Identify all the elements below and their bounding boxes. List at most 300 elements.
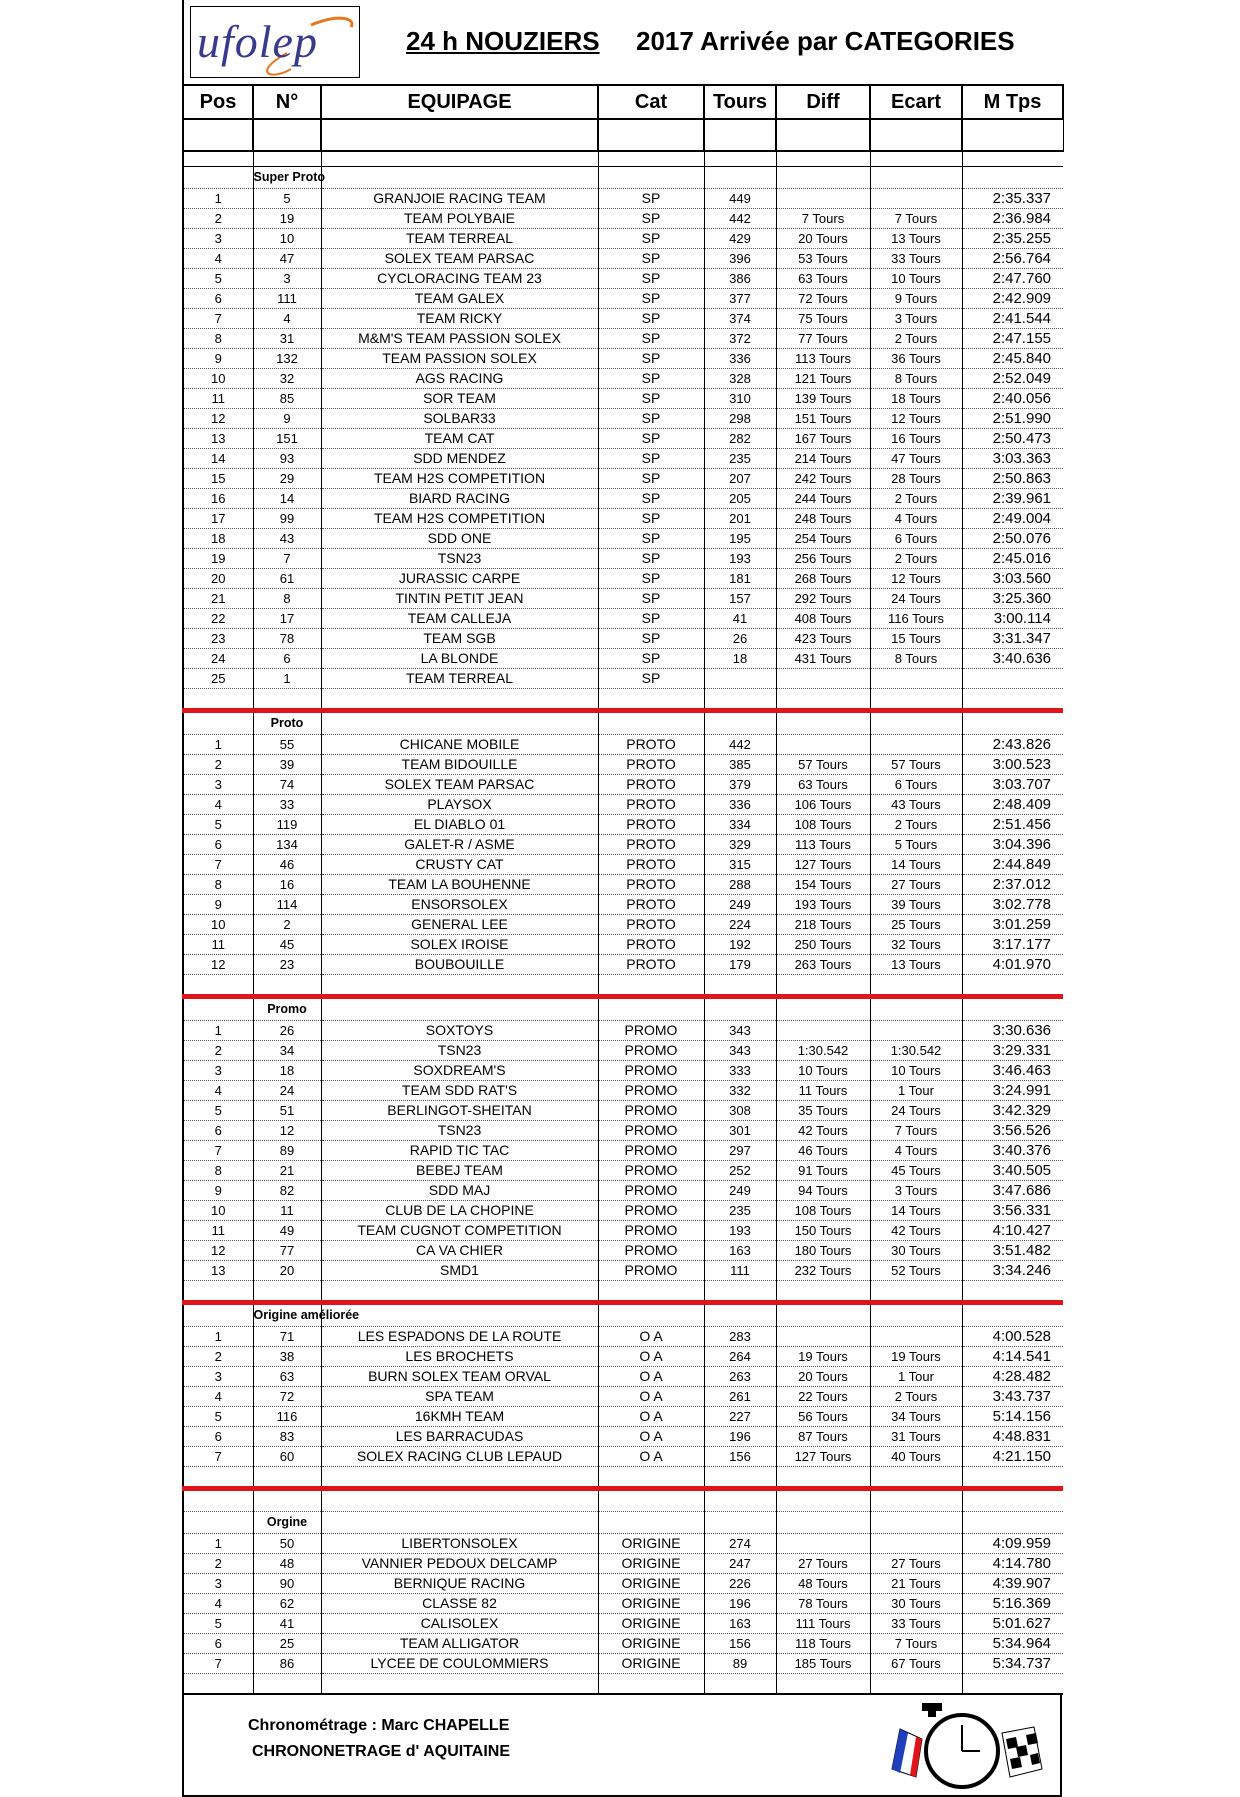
cell-mtps: 2:52.049 — [962, 369, 1063, 389]
cell-cat: ORIGINE — [598, 1654, 704, 1674]
cell-pos: 7 — [183, 309, 253, 329]
cell-diff: 77 Tours — [776, 329, 870, 349]
cell-pos: 9 — [183, 895, 253, 915]
cell-number: 1 — [253, 669, 321, 689]
cell-ecart — [870, 669, 962, 689]
table-row — [183, 1101, 1063, 1121]
cell-equipage: SOLEX TEAM PARSAC — [321, 775, 598, 795]
cell-mtps: 2:35.255 — [962, 229, 1063, 249]
cell-cat: ORIGINE — [598, 1594, 704, 1614]
cell-ecart: 21 Tours — [870, 1574, 962, 1594]
cell-tours: 196 — [704, 1594, 776, 1614]
cell-number: 50 — [253, 1534, 321, 1554]
table-row — [183, 649, 1063, 669]
table-row — [183, 189, 1063, 209]
cell-pos: 8 — [183, 329, 253, 349]
cell-ecart: 12 Tours — [870, 409, 962, 429]
cell-equipage: VANNIER PEDOUX DELCAMP — [321, 1554, 598, 1574]
cell-tours: 111 — [704, 1261, 776, 1281]
cell-ecart: 33 Tours — [870, 249, 962, 269]
table-row — [183, 835, 1063, 855]
cell-equipage: EL DIABLO 01 — [321, 815, 598, 835]
cell-equipage: TEAM TERREAL — [321, 669, 598, 689]
table-row — [183, 669, 1063, 689]
cell-tours: 196 — [704, 1427, 776, 1447]
cell-tours: 192 — [704, 935, 776, 955]
cell-pos: 3 — [183, 229, 253, 249]
cell-equipage: 16KMH TEAM — [321, 1407, 598, 1427]
logo-text: ufolep — [197, 16, 318, 67]
cell-ecart — [870, 189, 962, 209]
cell-mtps: 3:25.360 — [962, 589, 1063, 609]
cell-diff: 7 Tours — [776, 209, 870, 229]
cell-tours: 252 — [704, 1161, 776, 1181]
cell-equipage: CRUSTY CAT — [321, 855, 598, 875]
cell-tours: 298 — [704, 409, 776, 429]
cell-number: 25 — [253, 1634, 321, 1654]
cell-ecart: 10 Tours — [870, 1061, 962, 1081]
cell-cat: ORIGINE — [598, 1534, 704, 1554]
cell-mtps: 3:01.259 — [962, 915, 1063, 935]
cell-number: 49 — [253, 1221, 321, 1241]
col-cat: Cat — [598, 85, 704, 119]
cell-mtps: 3:31.347 — [962, 629, 1063, 649]
cell-tours: 249 — [704, 1181, 776, 1201]
category-title: Super Proto — [253, 167, 321, 189]
event-title: 24 h NOUZIERS — [406, 26, 600, 56]
table-row — [183, 815, 1063, 835]
cell-number: 111 — [253, 289, 321, 309]
cell-ecart: 9 Tours — [870, 289, 962, 309]
cell-pos: 14 — [183, 449, 253, 469]
cell-tours: 163 — [704, 1614, 776, 1634]
table-row — [183, 1201, 1063, 1221]
cell-equipage: TEAM H2S COMPETITION — [321, 469, 598, 489]
table-row — [183, 1634, 1063, 1654]
cell-pos: 4 — [183, 1387, 253, 1407]
cell-mtps: 3:24.991 — [962, 1081, 1063, 1101]
cell-ecart: 7 Tours — [870, 1121, 962, 1141]
cell-equipage: BOUBOUILLE — [321, 955, 598, 975]
cell-pos: 7 — [183, 1654, 253, 1674]
cell-mtps: 5:01.627 — [962, 1614, 1063, 1634]
cell-ecart: 40 Tours — [870, 1447, 962, 1467]
cell-mtps: 2:48.409 — [962, 795, 1063, 815]
cell-number: 41 — [253, 1614, 321, 1634]
cell-mtps: 2:51.456 — [962, 815, 1063, 835]
cell-mtps: 2:36.984 — [962, 209, 1063, 229]
cell-pos: 6 — [183, 835, 253, 855]
cell-equipage: LYCEE DE COULOMMIERS — [321, 1654, 598, 1674]
cell-mtps: 3:00.523 — [962, 755, 1063, 775]
cell-mtps: 5:14.156 — [962, 1407, 1063, 1427]
cell-tours: 156 — [704, 1634, 776, 1654]
cell-number: 77 — [253, 1241, 321, 1261]
cell-tours: 41 — [704, 609, 776, 629]
cell-equipage: TEAM LA BOUHENNE — [321, 875, 598, 895]
cell-ecart: 2 Tours — [870, 489, 962, 509]
cell-equipage: SDD MENDEZ — [321, 449, 598, 469]
cell-cat: SP — [598, 289, 704, 309]
cell-mtps: 3:40.376 — [962, 1141, 1063, 1161]
cell-ecart: 25 Tours — [870, 915, 962, 935]
cell-ecart: 31 Tours — [870, 1427, 962, 1447]
table-row — [183, 269, 1063, 289]
cell-diff: 408 Tours — [776, 609, 870, 629]
cell-ecart: 1 Tour — [870, 1367, 962, 1387]
cell-equipage: TEAM SGB — [321, 629, 598, 649]
cell-number: 78 — [253, 629, 321, 649]
cell-ecart: 4 Tours — [870, 509, 962, 529]
cell-number: 23 — [253, 955, 321, 975]
cell-ecart: 30 Tours — [870, 1594, 962, 1614]
table-row — [183, 489, 1063, 509]
cell-mtps: 4:09.959 — [962, 1534, 1063, 1554]
cell-number: 9 — [253, 409, 321, 429]
cell-ecart: 24 Tours — [870, 589, 962, 609]
cell-mtps: 4:10.427 — [962, 1221, 1063, 1241]
cell-ecart: 4 Tours — [870, 1141, 962, 1161]
cell-pos: 6 — [183, 1427, 253, 1447]
cell-tours: 89 — [704, 1654, 776, 1674]
col-number: N° — [253, 85, 321, 119]
cell-mtps: 2:47.760 — [962, 269, 1063, 289]
cell-diff: 42 Tours — [776, 1121, 870, 1141]
cell-cat: ORIGINE — [598, 1614, 704, 1634]
cell-cat: SP — [598, 609, 704, 629]
cell-pos: 8 — [183, 1161, 253, 1181]
cell-mtps: 3:04.396 — [962, 835, 1063, 855]
cell-pos: 3 — [183, 1367, 253, 1387]
cell-ecart — [870, 1021, 962, 1041]
col-diff: Diff — [776, 85, 870, 119]
category-heading — [183, 1305, 1063, 1327]
cell-ecart: 39 Tours — [870, 895, 962, 915]
cell-cat: PROTO — [598, 815, 704, 835]
cell-ecart: 2 Tours — [870, 329, 962, 349]
spacer-row — [183, 1491, 1063, 1512]
table-row — [183, 1121, 1063, 1141]
cell-mtps: 2:51.990 — [962, 409, 1063, 429]
cell-number: 7 — [253, 549, 321, 569]
cell-equipage: LES BARRACUDAS — [321, 1427, 598, 1447]
cell-equipage: TSN23 — [321, 1121, 598, 1141]
cell-equipage: LES ESPADONS DE LA ROUTE — [321, 1327, 598, 1347]
col-equipage: EQUIPAGE — [321, 85, 598, 119]
cell-number: 116 — [253, 1407, 321, 1427]
cell-pos: 2 — [183, 1041, 253, 1061]
cell-cat: SP — [598, 449, 704, 469]
cell-pos: 5 — [183, 1407, 253, 1427]
table-row — [183, 1241, 1063, 1261]
cell-equipage: GRANJOIE RACING TEAM — [321, 189, 598, 209]
cell-equipage: BURN SOLEX TEAM ORVAL — [321, 1367, 598, 1387]
cell-pos: 8 — [183, 875, 253, 895]
category-title: Origine améliorée — [253, 1305, 321, 1327]
table-row — [183, 389, 1063, 409]
cell-tours: 207 — [704, 469, 776, 489]
cell-cat: PROTO — [598, 955, 704, 975]
cell-tours: 157 — [704, 589, 776, 609]
cell-pos: 4 — [183, 249, 253, 269]
cell-pos: 2 — [183, 209, 253, 229]
table-row — [183, 509, 1063, 529]
cell-mtps: 3:43.737 — [962, 1387, 1063, 1407]
cell-number: 134 — [253, 835, 321, 855]
cell-tours: 288 — [704, 875, 776, 895]
cell-cat: SP — [598, 389, 704, 409]
cell-mtps: 3:56.331 — [962, 1201, 1063, 1221]
cell-pos: 1 — [183, 1021, 253, 1041]
cell-cat: SP — [598, 629, 704, 649]
cell-cat: SP — [598, 529, 704, 549]
cell-equipage: BEBEJ TEAM — [321, 1161, 598, 1181]
cell-diff: 113 Tours — [776, 835, 870, 855]
cell-tours: 193 — [704, 549, 776, 569]
cell-diff: 1:30.542 — [776, 1041, 870, 1061]
cell-mtps: 2:50.863 — [962, 469, 1063, 489]
cell-cat: SP — [598, 269, 704, 289]
cell-tours: 374 — [704, 309, 776, 329]
cell-cat: PROMO — [598, 1241, 704, 1261]
page-header — [182, 0, 1062, 84]
cell-diff: 232 Tours — [776, 1261, 870, 1281]
cell-equipage: TSN23 — [321, 1041, 598, 1061]
cell-diff: 20 Tours — [776, 229, 870, 249]
category-title: Orgine — [253, 1512, 321, 1534]
cell-diff: 431 Tours — [776, 649, 870, 669]
cell-cat: PROTO — [598, 835, 704, 855]
cell-equipage: BERLINGOT-SHEITAN — [321, 1101, 598, 1121]
cell-number: 63 — [253, 1367, 321, 1387]
cell-number: 32 — [253, 369, 321, 389]
cell-pos: 2 — [183, 1347, 253, 1367]
cell-pos: 5 — [183, 815, 253, 835]
cell-diff: 72 Tours — [776, 289, 870, 309]
table-row — [183, 1367, 1063, 1387]
cell-ecart: 1 Tour — [870, 1081, 962, 1101]
cell-ecart: 28 Tours — [870, 469, 962, 489]
cell-diff: 11 Tours — [776, 1081, 870, 1101]
cell-diff: 167 Tours — [776, 429, 870, 449]
cell-pos: 2 — [183, 755, 253, 775]
cell-diff: 154 Tours — [776, 875, 870, 895]
cell-ecart: 52 Tours — [870, 1261, 962, 1281]
cell-tours: 377 — [704, 289, 776, 309]
cell-pos: 5 — [183, 1614, 253, 1634]
cell-tours: 224 — [704, 915, 776, 935]
cell-ecart: 19 Tours — [870, 1347, 962, 1367]
cell-tours: 193 — [704, 1221, 776, 1241]
spacer-row — [183, 1674, 1063, 1695]
cell-cat: SP — [598, 509, 704, 529]
cell-mtps: 2:41.544 — [962, 309, 1063, 329]
cell-tours: 429 — [704, 229, 776, 249]
cell-pos: 1 — [183, 189, 253, 209]
cell-number: 114 — [253, 895, 321, 915]
cell-number: 132 — [253, 349, 321, 369]
cell-diff: 150 Tours — [776, 1221, 870, 1241]
cell-mtps: 5:34.737 — [962, 1654, 1063, 1674]
cell-ecart: 16 Tours — [870, 429, 962, 449]
category-heading — [183, 167, 1063, 189]
ufolep-logo — [190, 6, 360, 78]
cell-diff: 106 Tours — [776, 795, 870, 815]
col-pos: Pos — [183, 85, 253, 119]
cell-cat: SP — [598, 209, 704, 229]
cell-equipage: PLAYSOX — [321, 795, 598, 815]
cell-diff: 19 Tours — [776, 1347, 870, 1367]
cell-number: 43 — [253, 529, 321, 549]
cell-pos: 12 — [183, 1241, 253, 1261]
cell-tours: 226 — [704, 1574, 776, 1594]
cell-pos: 10 — [183, 369, 253, 389]
cell-mtps: 2:50.076 — [962, 529, 1063, 549]
cell-cat: O A — [598, 1387, 704, 1407]
cell-diff: 63 Tours — [776, 269, 870, 289]
cell-cat: SP — [598, 369, 704, 389]
cell-tours: 156 — [704, 1447, 776, 1467]
timekeeper-line: Chronométrage : Marc CHAPELLE — [248, 1717, 510, 1734]
cell-ecart: 3 Tours — [870, 1181, 962, 1201]
cell-ecart: 32 Tours — [870, 935, 962, 955]
cell-equipage: AGS RACING — [321, 369, 598, 389]
table-row — [183, 289, 1063, 309]
col-ecart: Ecart — [870, 85, 962, 119]
table-row — [183, 469, 1063, 489]
cell-cat: SP — [598, 489, 704, 509]
table-row — [183, 1161, 1063, 1181]
cell-number: 47 — [253, 249, 321, 269]
cell-tours: 297 — [704, 1141, 776, 1161]
results-table — [182, 152, 1063, 1695]
cell-number: 29 — [253, 469, 321, 489]
category-title: Promo — [253, 999, 321, 1021]
cell-diff: 214 Tours — [776, 449, 870, 469]
cell-tours: 442 — [704, 209, 776, 229]
cell-ecart: 45 Tours — [870, 1161, 962, 1181]
cell-mtps: 3:03.363 — [962, 449, 1063, 469]
category-title: Proto — [253, 713, 321, 735]
table-row — [183, 1534, 1063, 1554]
cell-cat: ORIGINE — [598, 1554, 704, 1574]
cell-pos: 7 — [183, 1447, 253, 1467]
cell-ecart: 47 Tours — [870, 449, 962, 469]
cell-number: 6 — [253, 649, 321, 669]
cell-cat: O A — [598, 1347, 704, 1367]
cell-ecart: 2 Tours — [870, 815, 962, 835]
cell-pos: 23 — [183, 629, 253, 649]
cell-number: 10 — [253, 229, 321, 249]
cell-mtps: 3:03.560 — [962, 569, 1063, 589]
cell-pos: 5 — [183, 1101, 253, 1121]
cell-equipage: SOLEX IROISE — [321, 935, 598, 955]
cell-ecart: 8 Tours — [870, 649, 962, 669]
cell-cat: SP — [598, 229, 704, 249]
cell-ecart: 27 Tours — [870, 875, 962, 895]
cell-diff — [776, 1534, 870, 1554]
cell-equipage: CLUB DE LA CHOPINE — [321, 1201, 598, 1221]
cell-ecart: 2 Tours — [870, 549, 962, 569]
table-row — [183, 1447, 1063, 1467]
cell-tours: 282 — [704, 429, 776, 449]
table-row — [183, 795, 1063, 815]
cell-tours: 332 — [704, 1081, 776, 1101]
cell-tours: 235 — [704, 449, 776, 469]
cell-diff: 87 Tours — [776, 1427, 870, 1447]
cell-number: 20 — [253, 1261, 321, 1281]
cell-pos: 9 — [183, 1181, 253, 1201]
cell-equipage: CHICANE MOBILE — [321, 735, 598, 755]
cell-diff: 53 Tours — [776, 249, 870, 269]
table-row — [183, 1594, 1063, 1614]
cell-pos: 7 — [183, 855, 253, 875]
cell-number: 90 — [253, 1574, 321, 1594]
cell-tours: 179 — [704, 955, 776, 975]
cell-mtps: 4:28.482 — [962, 1367, 1063, 1387]
cell-cat: SP — [598, 429, 704, 449]
cell-mtps: 2:47.155 — [962, 329, 1063, 349]
cell-ecart: 12 Tours — [870, 569, 962, 589]
cell-mtps: 3:30.636 — [962, 1021, 1063, 1041]
cell-tours: 372 — [704, 329, 776, 349]
cell-number: 74 — [253, 775, 321, 795]
cell-diff: 185 Tours — [776, 1654, 870, 1674]
cell-tours: 343 — [704, 1041, 776, 1061]
cell-cat: PROMO — [598, 1141, 704, 1161]
spacer-row — [183, 975, 1063, 997]
cell-cat: SP — [598, 309, 704, 329]
cell-equipage: SOXDREAM'S — [321, 1061, 598, 1081]
cell-number: 39 — [253, 755, 321, 775]
cell-diff: 292 Tours — [776, 589, 870, 609]
table-row — [183, 409, 1063, 429]
cell-tours: 181 — [704, 569, 776, 589]
cell-number: 5 — [253, 189, 321, 209]
table-row — [183, 1427, 1063, 1447]
cell-equipage: GENERAL LEE — [321, 915, 598, 935]
cell-cat: SP — [598, 329, 704, 349]
cell-cat: PROTO — [598, 775, 704, 795]
cell-number: 151 — [253, 429, 321, 449]
cell-cat: SP — [598, 189, 704, 209]
table-row — [183, 775, 1063, 795]
cell-cat: PROMO — [598, 1181, 704, 1201]
cell-diff: 180 Tours — [776, 1241, 870, 1261]
cell-diff — [776, 1021, 870, 1041]
cell-pos: 21 — [183, 589, 253, 609]
table-row — [183, 569, 1063, 589]
cell-tours: 328 — [704, 369, 776, 389]
cell-mtps: 2:35.337 — [962, 189, 1063, 209]
cell-number: 61 — [253, 569, 321, 589]
cell-mtps: 5:34.964 — [962, 1634, 1063, 1654]
cell-pos: 6 — [183, 1634, 253, 1654]
cell-tours: 336 — [704, 795, 776, 815]
cell-ecart: 34 Tours — [870, 1407, 962, 1427]
table-row — [183, 1347, 1063, 1367]
cell-diff: 27 Tours — [776, 1554, 870, 1574]
cell-number: 62 — [253, 1594, 321, 1614]
cell-tours: 249 — [704, 895, 776, 915]
cell-diff: 127 Tours — [776, 1447, 870, 1467]
cell-pos: 1 — [183, 735, 253, 755]
cell-pos: 25 — [183, 669, 253, 689]
cell-pos: 3 — [183, 775, 253, 795]
table-row — [183, 349, 1063, 369]
category-heading — [183, 1512, 1063, 1534]
cell-number: 21 — [253, 1161, 321, 1181]
